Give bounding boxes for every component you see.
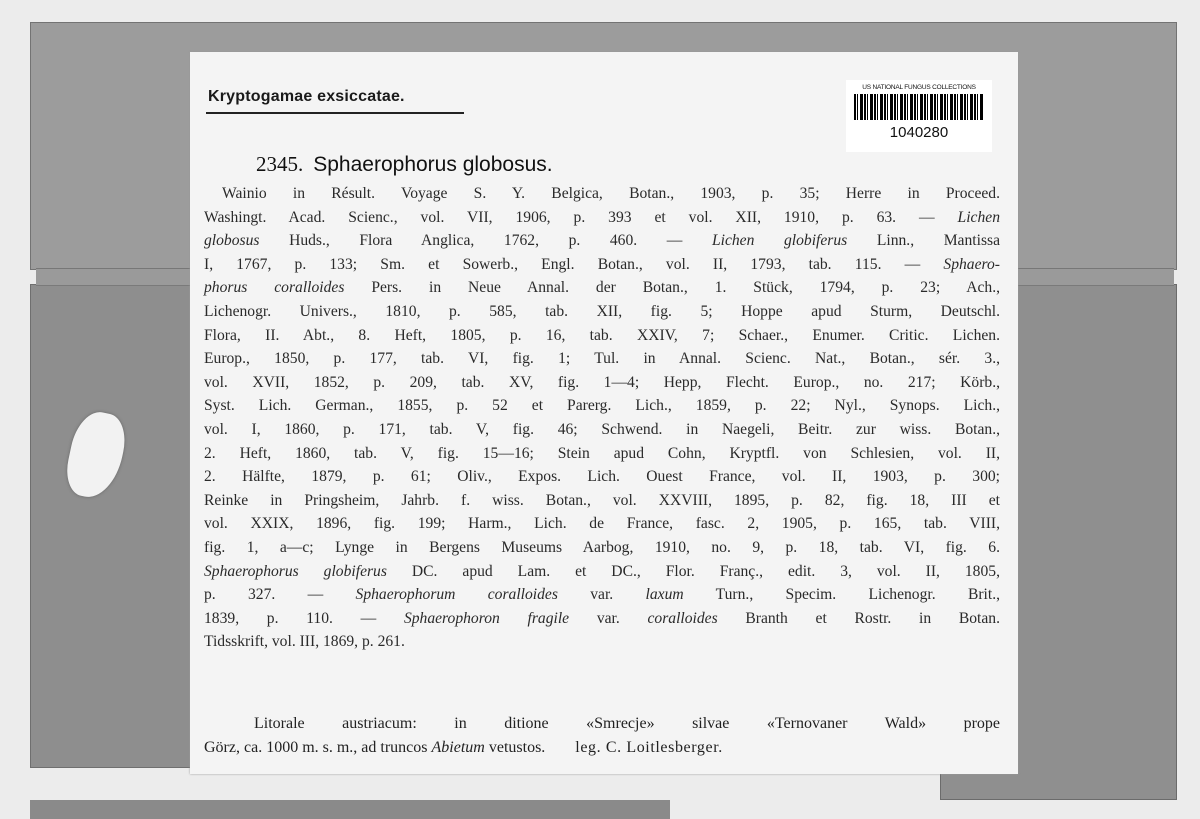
text-run: Litorale austriacum: in ditione «Smrecje» silvae «Ternovaner Wald» prope [254, 715, 1000, 732]
text-run: Wainio in Résult. Voyage S. Y. Belgica, Botan., 1903, p. 35; Herre in Proceed. [222, 185, 1000, 202]
italic-taxon-name: Sphaerophoron fragile [403, 609, 570, 627]
text-run: Branth et Rostr. in Botan. [717, 609, 1001, 627]
text-run: Flora, II. Abt., 8. Heft, 1805, p. 16, tab. XXIV, 7; Schaer., Enumer. Critic. Lichen. [204, 326, 1000, 344]
text-run: vol. XXIX, 1896, fig. 199; Harm., Lich. de France, fasc. 2, 1905, p. 165, tab. VIII, [204, 515, 1000, 533]
text-run: var. [569, 609, 648, 627]
text-run: fig. 1, a—c; Lynge in Bergens Museums Aarbog, 1910, no. 9, p. 18, tab. VI, fig. 6. [204, 538, 1000, 556]
italic-taxon-name: Sphaerophorus globiferus [204, 562, 387, 580]
reference-line [204, 300, 1000, 324]
reference-line [204, 229, 1000, 253]
reference-paragraph [204, 182, 1000, 654]
specimen-number: 2345. [256, 152, 304, 176]
reference-line [204, 512, 1000, 536]
locality-paragraph [204, 712, 1000, 760]
reference-line [204, 536, 1000, 560]
reference-line [204, 465, 1000, 489]
reference-line [204, 253, 1000, 277]
italic-taxon-name: Lichen [957, 208, 1000, 226]
locality-line [204, 736, 1000, 760]
exsiccata-label [190, 52, 1018, 774]
specimen-packet-bottom-strip [30, 800, 670, 819]
italic-taxon-name: Sphaerophorum coralloides [355, 586, 558, 604]
text-run: Washingt. Acad. Scienc., vol. VII, 1906, p. 393 et vol. XII, 1910, p. 63. — [204, 208, 958, 226]
text-run: vol. I, 1860, p. 171, tab. V, fig. 46; Schwend. in Naegeli, Beitr. zur wiss. Botan., [204, 420, 1000, 438]
barcode-number: 1040280 [889, 124, 949, 141]
series-title-underline [206, 112, 464, 114]
text-run: vetustos. [484, 739, 546, 756]
text-run: Syst. Lich. German., 1855, p. 52 et Parerg. Lich., 1859, p. 22; Nyl., Synops. Lich., [204, 397, 1000, 415]
reference-line [204, 371, 1000, 395]
reference-line [204, 206, 1000, 230]
text-run: Tidsskrift, vol. III, 1869, p. 261. [204, 633, 405, 651]
reference-line [204, 347, 1000, 371]
text-run: var. [557, 586, 646, 604]
text-run: 2. Hälfte, 1879, p. 61; Oliv., Expos. Lich. Ouest France, vol. II, 1903, p. 300; [204, 468, 1000, 486]
barcode-label [846, 80, 992, 152]
reference-line [204, 630, 1000, 654]
reference-line [204, 607, 1000, 631]
text-run: vol. XVII, 1852, p. 209, tab. XV, fig. 1—4; Hepp, Flecht. Europ., no. 217; Körb., [204, 373, 1000, 391]
text-run: Lichenogr. Univers., 1810, p. 585, tab. XII, fig. 5; Hoppe apud Sturm, Deutschl. [204, 302, 1000, 320]
text-run: I, 1767, p. 133; Sm. et Sowerb., Engl. Botan., vol. II, 1793, tab. 115. — [204, 255, 944, 273]
text-run: 1839, p. 110. — [204, 609, 404, 627]
reference-line [204, 276, 1000, 300]
reference-line [204, 324, 1000, 348]
series-title: Kryptogamae exsiccatae. [208, 88, 405, 105]
reference-line [204, 489, 1000, 513]
reference-line [204, 418, 1000, 442]
italic-taxon-name: laxum [645, 586, 684, 604]
species-name: Sphaerophorus globosus. [313, 153, 553, 176]
text-run: Turn., Specim. Lichenogr. Brit., [683, 586, 1001, 604]
text-run: Huds., Flora Anglica, 1762, p. 460. — [259, 232, 712, 250]
italic-taxon-name: coralloides [647, 609, 718, 627]
text-run: Linn., Mantissa [847, 232, 1000, 250]
reference-line [204, 182, 1000, 206]
text-run: 2. Heft, 1860, tab. V, fig. 15—16; Stein apud Cohn, Kryptfl. von Schlesien, vol. II, [204, 444, 1000, 462]
reference-line [204, 583, 1000, 607]
collector-name: leg. C. Loitlesberger. [575, 739, 723, 756]
specimen-heading [256, 152, 553, 177]
italic-taxon-name: Sphaero- [943, 255, 1000, 273]
text-run: Europ., 1850, p. 177, tab. VI, fig. 1; Tul. in Annal. Scienc. Nat., Botan., sér. 3., [204, 350, 1000, 368]
italic-taxon-name: Abietum [431, 739, 485, 756]
text-run: p. 327. — [204, 586, 356, 604]
text-run: DC. apud Lam. et DC., Flor. Franç., edit. 3, vol. II, 1805, [386, 562, 1000, 580]
reference-line [204, 560, 1000, 584]
barcode-caption: US NATIONAL FUNGUS COLLECTIONS [862, 84, 976, 91]
italic-taxon-name: phorus coralloides [204, 279, 345, 297]
text-run: Reinke in Pringsheim, Jahrb. f. wiss. Botan., vol. XXVIII, 1895, p. 82, fig. 18, III et [204, 491, 1000, 509]
italic-taxon-name: Lichen globiferus [711, 232, 848, 250]
text-run: Pers. in Neue Annal. der Botan., 1. Stück, 1794, p. 23; Ach., [344, 279, 1000, 297]
reference-line [204, 442, 1000, 466]
reference-line [204, 394, 1000, 418]
locality-line [204, 712, 1000, 736]
text-run: Görz, ca. 1000 m. s. m., ad truncos [204, 739, 432, 756]
barcode-icon [854, 94, 984, 120]
italic-taxon-name: globosus [204, 232, 260, 250]
